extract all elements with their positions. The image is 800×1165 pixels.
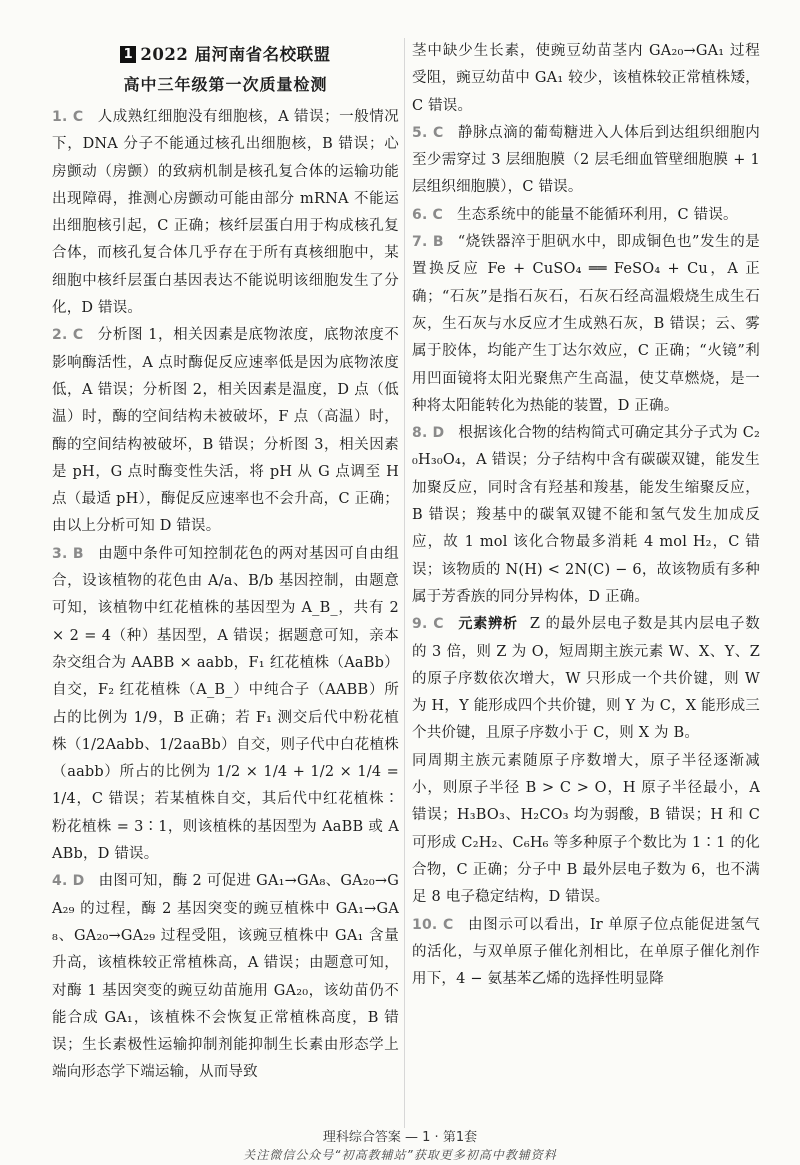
- answer-item-5: [412, 120, 760, 202]
- answer-text: 根据该化合物的结构简式可确定其分子式为 C₂₀H₃₀O₄，A 错误；分子结构中含有碳碳双键，能发生加聚反应，同时含有羟基和羧基，能发生缩聚反应，B 错误；羧基中的碳氧双键不能和氢气发生加成反应，故 1 mol 该化合物最多消耗 4 mol H₂，C 错误；该物质的 N(H) < 2N(C) − 6，故该物质有多种属于芳香族的同分异构体，D 正确。: [412, 425, 760, 605]
- answer-text: 由图示可以看出，Ir 单原子位点能促进氢气的活化，与双单原子催化剂相比，在单原子催化剂作用下，4 − 氨基苯乙烯的选择性明显降: [412, 916, 761, 988]
- page-title: [52, 40, 399, 70]
- answer-item-7: [412, 229, 760, 420]
- answer-item-9: [412, 611, 760, 747]
- question-label: 10. C: [412, 916, 454, 933]
- question-label: 2. C: [52, 327, 84, 344]
- answer-item-8: [412, 420, 760, 611]
- answer-text: 静脉点滴的葡萄糖进入人体后到达组织细胞内至少需穿过 3 层细胞膜（2 层毛细血管壁细胞膜 + 1 层组织细胞膜），C 错误。: [412, 124, 760, 196]
- page-footer-title: 理科综合答案 — 1 · 第1套: [322, 1130, 478, 1145]
- right-column: [412, 38, 760, 993]
- set-number-badge: 1: [120, 46, 136, 63]
- question-label: 5. C: [412, 124, 444, 141]
- question-label: 6. C: [412, 206, 444, 223]
- answer-item-10: [412, 912, 760, 994]
- answer-item-4: [52, 868, 399, 1086]
- answer-item-4-continued: [412, 38, 760, 120]
- answer-text: 生态系统中的能量不能循环利用，C 错误。: [457, 206, 738, 223]
- left-column: [52, 40, 399, 1087]
- question-label: 7. B: [412, 234, 444, 251]
- topic-tag: 元素辨析: [457, 616, 518, 633]
- answer-text: Z 的最外层电子数是其内层电子数的 3 倍，则 Z 为 O，短周期主族元素 W、X、Y、Z 的原子序数依次增大，W 只形成一个共价键，则 W 为 H，Y 能形成四个共价键，则 Y 为 C，X 能形成三个共价键，且原子序数小于 C，则 X 为 B。: [412, 616, 760, 742]
- answer-text: 分析图 1，相关因素是底物浓度，底物浓度不影响酶活性，A 点时酶促反应速率低是因为底物浓度低，A 错误；分析图 2，相关因素是温度，D 点（低温）时，酶的空间结构未被破坏，F 点（高温）时，酶的空间结构被破坏，B 错误；分析图 3，相关因素是 pH，G 点时酶变性失活，将 pH 从 G 点调至 H 点（最适 pH），酶促反应速率也不会升高，C 正确；由以上分析可知 D 错误。: [52, 327, 399, 535]
- question-label: 9. C: [412, 616, 444, 633]
- answer-item-3: [52, 541, 399, 869]
- answer-text: 同周期主族元素随原子序数增大，原子半径逐渐减小，则原子半径 B > C > O，H 原子半径最小，A 错误；H₃BO₃、H₂CO₃ 均为弱酸，B 错误；H 和 C 可形成 C₂H₂、C₆H₆ 等多种原子个数比为 1∶1 的化合物，C 正确；分子中 B 最外层电子数为 6，也不满足 8 电子稳定结构，D 错误。: [412, 752, 760, 906]
- page-footer-note: 关注微信公众号“初高教辅站”获取更多初高中教辅资料: [243, 1148, 557, 1162]
- answer-text: 由题中条件可知控制花色的两对基因可自由组合，设该植物的花色由 A/a、B/b 基因控制，由题意可知，该植物中红花植株的基因型为 A_B_，共有 2 × 2 = 4（种）基因型，A 错误；据题意可知，亲本杂交组合为 AABB × aabb，F₁ 红花植株（AaBb）自交，F₂ 红花植株（A_B_）中纯合子（AABB）所占的比例为 1/9，B 正确；若 F₁ 测交后代中粉花植株（1/2Aabb、1/2aaBb）自交，则子代中白花植株（aabb）所占的比例为 1/2 × 1/4 + 1/2 × 1/4 = 1/4，C 错误；若某植株自交，其后代中红花植株∶粉花植株 = 3∶1，则该植株的基因型为 AaBB 或 AABb，D 错误。: [52, 545, 400, 863]
- answer-item-2: [52, 322, 399, 540]
- question-label: 4. D: [52, 873, 85, 890]
- page-header: [52, 40, 399, 100]
- question-label: 1. C: [52, 109, 84, 125]
- answer-text: 人成熟红细胞没有细胞核，A 错误；一般情况下，DNA 分子不能通过核孔出细胞核，B 错误；心房颤动（房颤）的致病机制是核孔复合体的运输功能出现障碍，推测心房颤动可能由部分 mRNA 不能运出细胞核引起，C 正确；核纤层蛋白用于构成核孔复合体，而核孔复合体几乎存在于所有真核细胞中，某细胞中核纤层蛋白基因表达不能说明该细胞发生了分化，D 错误。: [52, 109, 399, 317]
- title-text: 2022 届河南省名校联盟: [140, 45, 331, 64]
- question-label: 8. D: [412, 425, 445, 442]
- answer-text: 由图可知，酶 2 可促进 GA₁→GA₈、GA₂₀→GA₂₉ 的过程，酶 2 基因突变的豌豆植株中 GA₁→GA₈、GA₂₀→GA₂₉ 过程受阻，该豌豆植株中 GA₁ 含量升高，该植株较正常植株高，A 错误；由题意可知，对酶 1 基因突变的豌豆幼苗施用 GA₂₀，该幼苗仍不能合成 GA₁，该植株不会恢复正常植株高度，B 错误；生长素极性运输抑制剂能抑制生长素由形态学上端向形态学下端运输，从而导致: [52, 873, 400, 1081]
- question-label: 3. B: [52, 545, 84, 562]
- answer-item-1: [52, 104, 399, 322]
- answer-item-9-continued: [412, 748, 760, 912]
- answer-text: 茎中缺少生长素，使豌豆幼苗茎内 GA₂₀→GA₁ 过程受阻，豌豆幼苗中 GA₁ 较少，该植株较正常植株矮，C 错误。: [412, 43, 760, 114]
- answer-text: “烧铁器淬于胆矾水中，即成铜色也”发生的是置换反应 Fe + CuSO₄ ══ FeSO₄ + Cu，A 正确；“石灰”是指石灰石，石灰石经高温煅烧生成生石灰，生石灰与水反应才生成熟石灰，B 错误；云、雾属于胶体，均能产生丁达尔效应，C 正确；“火镜”利用凹面镜将太阳光聚焦产生高温，使艾草燃烧，是一种将太阳能转化为热能的装置，D 正确。: [412, 234, 760, 414]
- column-divider: [404, 38, 405, 1128]
- answer-item-6: [412, 202, 760, 229]
- page-subtitle: 高中三年级第一次质量检测: [123, 75, 328, 94]
